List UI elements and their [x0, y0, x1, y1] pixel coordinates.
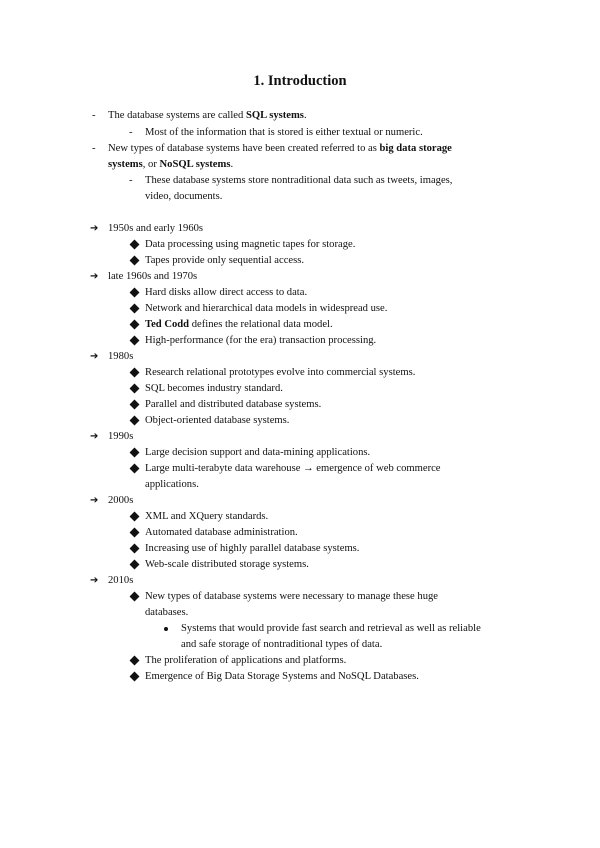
- list-item: High-performance (for the era) transaction processing.: [145, 335, 377, 346]
- list-item: Parallel and distributed database systems.: [145, 399, 322, 410]
- diamond-bullet-icon: [130, 416, 140, 426]
- intro-p1-end: .: [303, 110, 307, 121]
- list-item: Large decision support and data-mining applications.: [145, 447, 371, 458]
- list-item: Large multi-terabyte data warehouse → emergence of web commerce: [145, 463, 441, 474]
- era-label: 2000s: [108, 495, 134, 506]
- diamond-bullet-icon: [130, 544, 140, 554]
- era-label: 1990s: [108, 431, 134, 442]
- diamond-bullet-icon: [130, 592, 140, 602]
- dash-bullet: -: [92, 110, 96, 121]
- diamond-bullet-icon: [130, 464, 140, 474]
- list-item: SQL becomes industry standard.: [145, 383, 283, 394]
- intro-subpoint-2-line1: These database systems store nontraditional data such as tweets, images,: [145, 175, 453, 186]
- intro-p2-mid: , or: [142, 159, 160, 170]
- list-item: Data processing using magnetic tapes for storage.: [145, 239, 356, 250]
- circle-bullet-icon: [164, 627, 168, 631]
- intro-subpoint-1: Most of the information that is stored is either textual or numeric.: [145, 127, 423, 138]
- arrow-icon: ➔: [90, 431, 99, 442]
- intro-p2-end: .: [230, 159, 234, 170]
- list-item: Increasing use of highly parallel database systems.: [145, 543, 360, 554]
- era-label: 1950s and early 1960s: [108, 223, 204, 234]
- dash-bullet: -: [129, 127, 133, 138]
- intro-paragraph-1: [108, 109, 307, 122]
- diamond-bullet-icon: [130, 656, 140, 666]
- list-item: Web-scale distributed storage systems.: [145, 559, 309, 570]
- diamond-bullet-icon: [130, 320, 140, 330]
- diamond-bullet-icon: [130, 304, 140, 314]
- intro-paragraph-2-line2: [108, 158, 233, 171]
- codd-name: Ted Codd: [145, 319, 190, 330]
- list-item: Hard disks allow direct access to data.: [145, 287, 308, 298]
- list-item: Object-oriented database systems.: [145, 415, 290, 426]
- arrow-icon: ➔: [90, 351, 99, 362]
- intro-p2-text: New types of database systems have been created referred to as: [108, 143, 380, 154]
- diamond-bullet-icon: [130, 512, 140, 522]
- list-item: XML and XQuery standards.: [145, 511, 269, 522]
- arrow-icon: ➔: [90, 495, 99, 506]
- diamond-bullet-icon: [130, 672, 140, 682]
- list-item: The proliferation of applications and platforms.: [145, 655, 347, 666]
- list-item-continuation: databases.: [145, 607, 189, 618]
- intro-p2-bold3: NoSQL systems: [159, 159, 231, 170]
- arrow-icon: ➔: [90, 271, 99, 282]
- era-label: late 1960s and 1970s: [108, 271, 198, 282]
- diamond-bullet-icon: [130, 560, 140, 570]
- diamond-bullet-icon: [130, 368, 140, 378]
- intro-p1-text: The database systems are called: [108, 110, 246, 121]
- arrow-icon: ➔: [90, 575, 99, 586]
- sub-list-item-continuation: and safe storage of nontraditional types of data.: [181, 639, 383, 650]
- dash-bullet: -: [92, 143, 96, 154]
- diamond-bullet-icon: [130, 528, 140, 538]
- dash-bullet: -: [129, 175, 133, 186]
- sub-list-item: Systems that would provide fast search and retrieval as well as reliable: [181, 623, 481, 634]
- list-item: [145, 318, 333, 331]
- diamond-bullet-icon: [130, 240, 140, 250]
- list-item: Emergence of Big Data Storage Systems and NoSQL Databases.: [145, 671, 419, 682]
- era-label: 2010s: [108, 575, 134, 586]
- diamond-bullet-icon: [130, 256, 140, 266]
- list-item: Automated database administration.: [145, 527, 298, 538]
- intro-paragraph-2-line1: [108, 142, 452, 155]
- list-item: New types of database systems were necessary to manage these huge: [145, 591, 438, 602]
- intro-p2-bold2: systems: [108, 159, 143, 170]
- list-item: Tapes provide only sequential access.: [145, 255, 304, 266]
- intro-p2-bold1: big data storage: [379, 143, 452, 154]
- diamond-bullet-icon: [130, 336, 140, 346]
- list-item-continuation: applications.: [145, 479, 199, 490]
- diamond-bullet-icon: [130, 400, 140, 410]
- page-title: 1. Introduction: [253, 73, 347, 89]
- list-item: Research relational prototypes evolve into commercial systems.: [145, 367, 416, 378]
- list-item: Network and hierarchical data models in widespread use.: [145, 303, 388, 314]
- diamond-bullet-icon: [130, 448, 140, 458]
- diamond-bullet-icon: [130, 288, 140, 298]
- intro-p1-bold: SQL systems: [245, 110, 304, 121]
- intro-subpoint-2-line2: video, documents.: [145, 191, 223, 202]
- diamond-bullet-icon: [130, 384, 140, 394]
- era-label: 1980s: [108, 351, 134, 362]
- codd-rest: defines the relational data model.: [189, 319, 333, 330]
- arrow-icon: ➔: [90, 223, 99, 234]
